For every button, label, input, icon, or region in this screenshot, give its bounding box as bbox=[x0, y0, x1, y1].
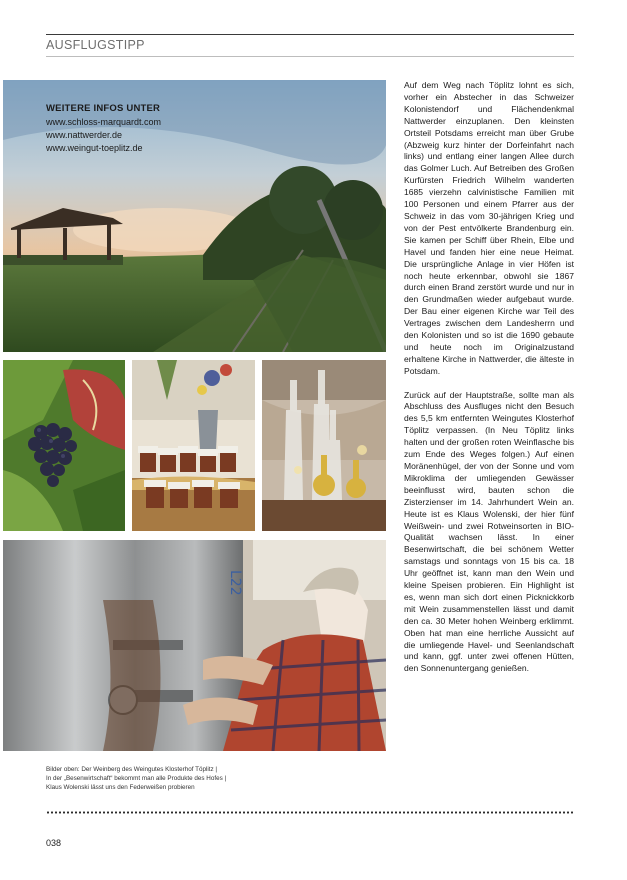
photo-caption bbox=[46, 765, 286, 792]
top-rule bbox=[46, 34, 574, 35]
section-title: AUSFLUGSTIPP bbox=[46, 38, 145, 52]
info-heading: WEITERE INFOS UNTER bbox=[46, 103, 161, 114]
footer-dotted-rule bbox=[46, 811, 574, 814]
article-paragraph: Auf dem Weg nach Töplitz lohnt es sich, vorher ein Abstecher in das Schweizer Kolonistendorf und Flächendenkmal Nattwerder einzuplanen. Den kleinsten Ortsteil Potsdams erreicht man über Grube (Abzweig kurz hinter der Dorfeinfahrt nach links) und entlang einer langen Allee durch das Golmer Luch. Auf Betreiben des Großen Kurfürsten Friedrich Wilhelm wanderten 1685 vierzehn calvinistische Familien mit 100 Personen und einem Pfarrer aus der Schweiz in das vom 30-jährigen Krieg und von der Pest entvölkerte Brandenburg ein. Sie kamen per Schiff über Rhein, Elbe und Havel und fanden hier eine neue Heimat. Die ursprüngliche Anlage in vier Höfen ist noch heute erkennbar, obwohl sie 1867 durch einen Brand zerstört wurde und nur in den Grundmaßen wieder aufgebaut wurde. Der Bau einer eigenen Kirche war Teil des Vertrages zwischen dem Landesherrn und den Kolonisten und so ist die 1690 gebaute und heute noch im Originalzustand erhaltene Kirche in Nattwerder, die älteste in Potsdam. bbox=[404, 80, 574, 376]
caption-line: In der „Besenwirtschaft“ bekommt man alle Produkte des Hofes | bbox=[46, 775, 227, 782]
caption-line: Klaus Wolenski lässt uns den Federweißen probieren bbox=[46, 784, 195, 791]
article-paragraph: Zurück auf der Hauptstraße, sollte man als Abschluss des Ausfluges nicht den Besuch des 5,5 km entfernten Weingutes Klosterhof Töplitz verpassen. (In Neu Töplitz links halten und der großen roten Weinflasche bis zum Ende des Weges folgen.) Auf einen Moränenhügel, der von der Sonne und vom Mikroklima der umliegenden Gewässer beeinflusst wird, bauten schon die Zisterzienser im 14. Jahrhundert Wein an. Heute ist es Klaus Wolenski, der hier fünf Weißwein- und zwei Rotweinsorten in BIO-Qualität wachsen lässt. In einer Besenwirtschaft, die bei schönem Wetter samstags und sonntags von 15 bis ca. 18 Uhr geöffnet ist, kann man den Wein und kleine Speisen probieren. Ein Highlight ist es, wenn man sich dort einen Picknickkorb mit Wein zusammenstellen lässt und damit den ca. 30 Meter hohen Weinberg erklimmt. Oben hat man eine herrliche Aussicht auf die umliegende Havel- und Seenlandschaft und kann, ggf. unter zwei offenen Hütten, den Sonnenuntergang genießen. bbox=[404, 389, 574, 674]
article-body bbox=[404, 80, 574, 675]
link-weingut-toeplitz[interactable]: www.weingut-toeplitz.de bbox=[46, 143, 143, 153]
grapes-photo bbox=[3, 360, 125, 531]
preserves-photo bbox=[132, 360, 255, 531]
caption-line: Bilder oben: Der Weinberg des Weingutes Klosterhof Töplitz | bbox=[46, 766, 218, 773]
info-box bbox=[46, 102, 246, 155]
bottles-photo bbox=[262, 360, 386, 531]
link-schloss-marquardt[interactable]: www.schloss-marquardt.com bbox=[46, 117, 162, 127]
page-number: 038 bbox=[46, 838, 62, 848]
winemaker-photo bbox=[3, 540, 386, 751]
link-nattwerder[interactable]: www.nattwerder.de bbox=[46, 130, 123, 140]
tank-label: L22 bbox=[227, 570, 243, 596]
title-underline bbox=[46, 56, 574, 57]
